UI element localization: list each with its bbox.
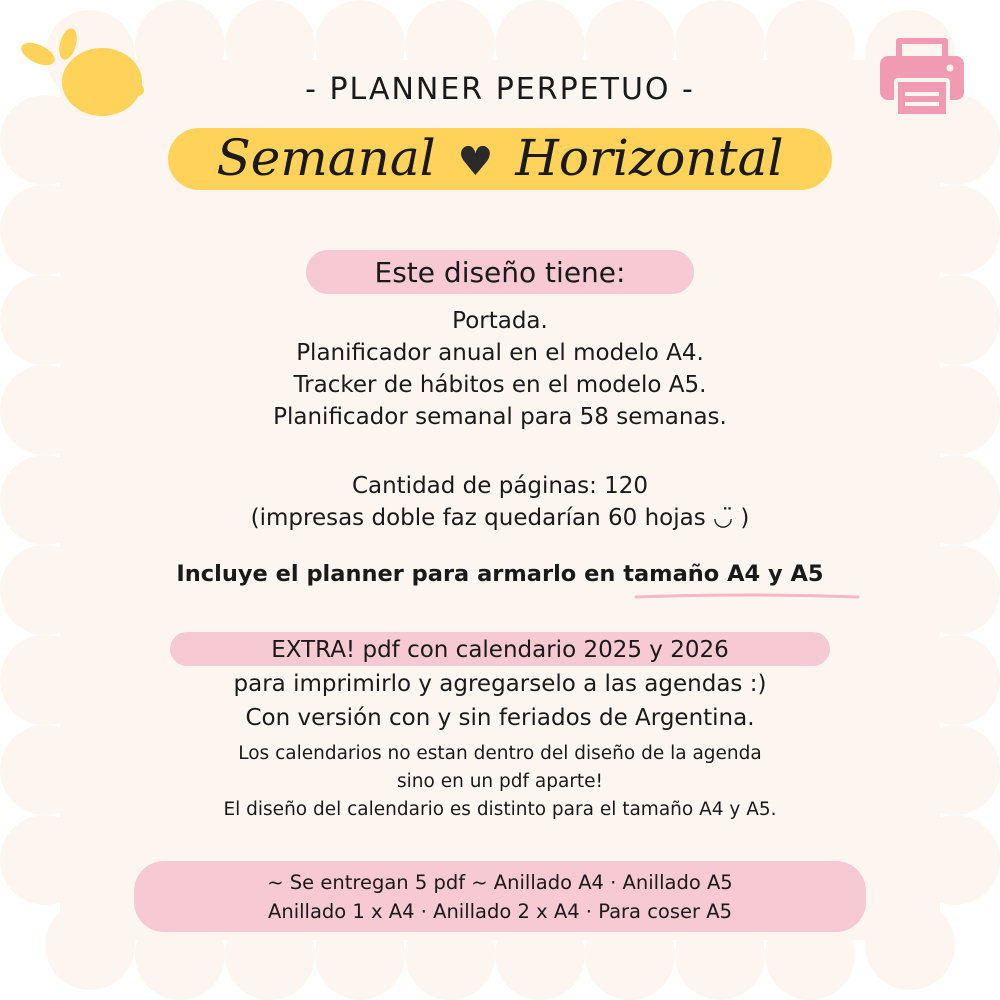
note-line: El diseño del calendario es distinto para el tamaño A4 y A5.: [223, 799, 777, 820]
note-line: sino en un pdf aparte!: [397, 771, 603, 792]
delivery-line: ~ Se entregan 5 pdf ~ Anillado A4 · Anillado A5: [267, 871, 733, 894]
features-list: [0, 305, 1000, 433]
includes-text: Incluye el planner para armarlo en: [176, 561, 624, 587]
page-count: Cantidad de páginas: 120: [351, 473, 649, 499]
extra-headline: EXTRA! pdf con calendario 2025 y 2026: [271, 637, 729, 663]
title-left: Semanal: [216, 129, 436, 187]
includes-line: [0, 557, 1000, 591]
planner-eyebrow: - PLANNER PERPETUO -: [305, 72, 695, 107]
sheet-count: (impresas doble faz quedarían 60 hojas ◡̈ ): [250, 505, 750, 531]
page-count-block: [0, 470, 1000, 534]
delivery-line: Anillado 1 x A4 · Anillado 2 x A4 · Para coser A5: [268, 900, 732, 923]
calendar-notes: [0, 740, 1000, 824]
size-underline: [634, 592, 860, 600]
note-line: Los calendarios no estan dentro del diseño de la agenda: [238, 743, 762, 764]
delivery-block: [0, 868, 1000, 926]
extra-line: Con versión con y sin feriados de Argentina.: [245, 705, 755, 731]
heart-icon: ♥: [457, 139, 494, 185]
feature-item: Tracker de hábitos en el modelo A5.: [293, 372, 707, 398]
includes-size-highlight: tamaño A4 y A5: [623, 561, 824, 587]
page-title: [0, 118, 1000, 202]
feature-item: Planificador anual en el modelo A4.: [296, 340, 704, 366]
title-right: Horizontal: [515, 129, 784, 187]
extra-block: [0, 633, 1000, 735]
feature-item: Planificador semanal para 58 semanas.: [273, 404, 727, 430]
features-heading: Este diseño tiene:: [374, 256, 626, 289]
extra-line: para imprimirlo y agregarselo a las agendas :): [233, 671, 767, 697]
feature-item: Portada.: [452, 308, 548, 334]
